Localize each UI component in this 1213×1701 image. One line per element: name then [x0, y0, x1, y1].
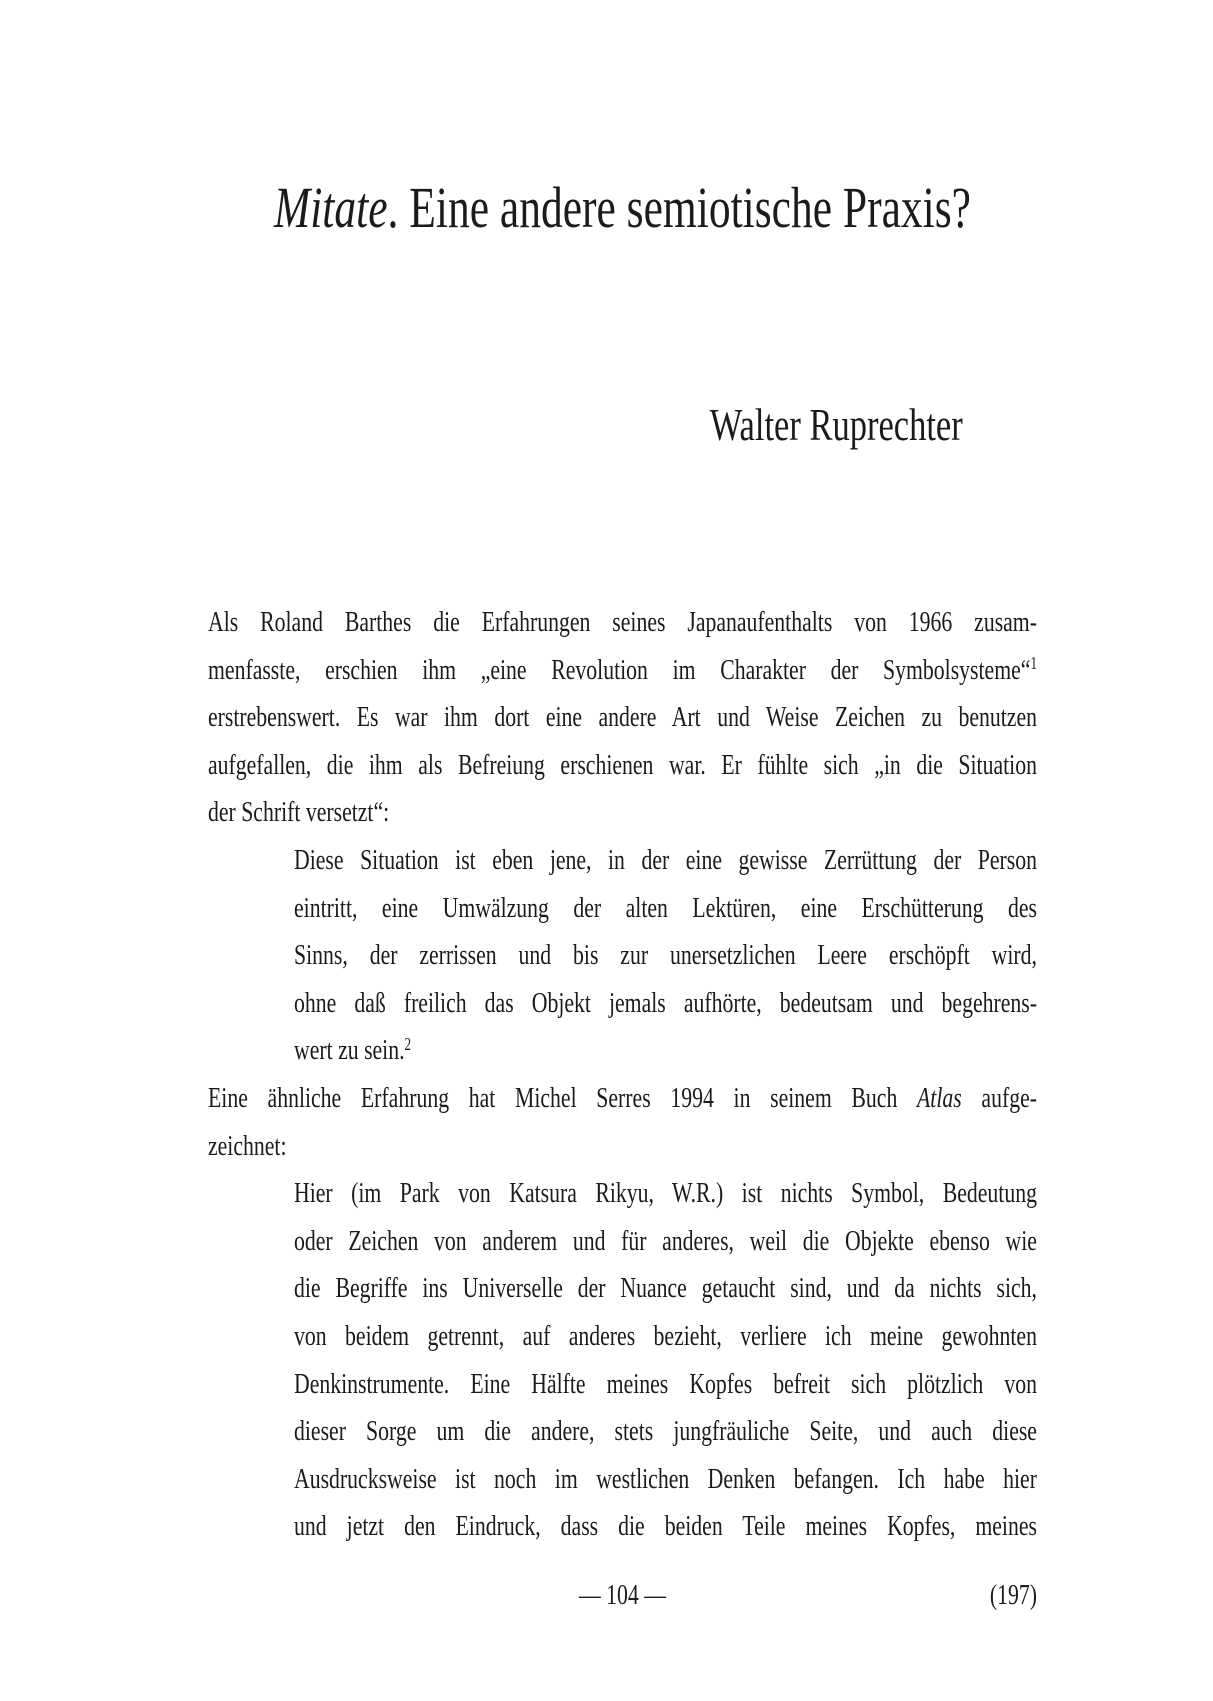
page-number-volume: (197) — [989, 1579, 1037, 1611]
text-segment: Hier (im Park von Katsura Rikyu, W.R.) ist nichts Symbol, Bedeutung — [294, 1177, 1037, 1210]
author-block — [208, 397, 1037, 453]
text-segment: Als Roland Barthes die Erfahrungen seines Japanaufenthalts von 1966 zusam- — [208, 606, 1037, 638]
body-line — [208, 1075, 1037, 1123]
text-segment: die Begriffe ins Universelle der Nuance getaucht sind, und da nichts sich, — [294, 1272, 1037, 1305]
quote-line — [294, 980, 1037, 1028]
page-number-center: — 104 — — [578, 1579, 666, 1611]
text-segment: und jetzt den Eindruck, dass die beiden Teile meines Kopfes, meines — [294, 1510, 1037, 1543]
text-segment: ohne daß freilich das Objekt jemals aufhörte, bedeutsam und begehrens- — [294, 986, 1037, 1019]
text-segment: eintritt, eine Umwälzung der alten Lektüren, eine Erschütterung des — [294, 891, 1037, 924]
quote-line — [294, 1361, 1037, 1409]
body-line — [208, 694, 1037, 742]
footnote-marker: 1 — [1030, 653, 1037, 674]
text-segment: wert zu sein. — [294, 1034, 405, 1067]
body-line — [208, 647, 1037, 695]
text-segment: erstrebenswert. Es war ihm dort eine andere Art und Weise Zeichen zu benutzen — [208, 701, 1037, 734]
text-segment: Denkinstrumente. Eine Hälfte meines Kopfes befreit sich plötzlich von — [294, 1367, 1037, 1400]
text-segment: der Schrift versetzt“: — [208, 796, 390, 829]
text-segment: Diese Situation ist eben jene, in der eine gewisse Zerrüttung der Person — [294, 843, 1037, 876]
text-segment: menfasste, erschien ihm „eine Revolution im Charakter der Symbolsysteme“ — [208, 653, 1031, 686]
page-footer — [208, 1572, 1037, 1619]
quote-line — [294, 1218, 1037, 1266]
quote-line — [294, 932, 1037, 980]
body-line — [208, 599, 1037, 647]
quote-line — [294, 1027, 1037, 1075]
article-title — [208, 170, 1037, 246]
text-segment: Ausdrucksweise ist noch im westlichen Denken befangen. Ich habe hier — [294, 1462, 1037, 1495]
footnote-marker: 2 — [404, 1033, 412, 1054]
quote-line — [294, 885, 1037, 933]
quote-line — [294, 1265, 1037, 1313]
quote-line — [294, 837, 1037, 885]
author-name: Walter Ruprechter — [709, 399, 963, 450]
quote-line — [294, 1503, 1037, 1551]
page-footer-line — [208, 1572, 1037, 1619]
text-segment: oder Zeichen von anderem und für anderes, weil die Objekte ebenso wie — [294, 1224, 1037, 1257]
text-segment: aufge- — [961, 1081, 1037, 1114]
italic-text: Atlas — [917, 1081, 962, 1114]
quote-line — [294, 1170, 1037, 1218]
text-segment: dieser Sorge um die andere, stets jungfräuliche Seite, und auch diese — [294, 1415, 1037, 1448]
text-segment: von beidem getrennt, auf anderes bezieht, verliere ich meine gewohnten — [294, 1319, 1037, 1352]
body-line — [208, 1123, 1037, 1171]
quote-line — [294, 1456, 1037, 1504]
text-segment: aufgefallen, die ihm als Befreiung erschienen war. Er fühlte sich „in die Situation — [208, 748, 1037, 781]
italic-text: Mitate — [273, 175, 388, 240]
text-segment: Eine ähnliche Erfahrung hat Michel Serres 1994 in seinem Buch — [208, 1081, 918, 1114]
body-line — [208, 789, 1037, 837]
article-body — [208, 599, 1037, 1551]
quote-line — [294, 1408, 1037, 1456]
article-title-line — [208, 170, 1037, 246]
text-segment: Sinns, der zerrissen und bis zur unersetzlichen Leere erschöpft wird, — [294, 939, 1037, 972]
body-line — [208, 742, 1037, 790]
quote-line — [294, 1313, 1037, 1361]
text-segment: . Eine andere semiotische Praxis? — [387, 175, 971, 240]
article-body-lines — [208, 599, 1037, 1551]
text-segment: zeichnet: — [208, 1129, 287, 1162]
